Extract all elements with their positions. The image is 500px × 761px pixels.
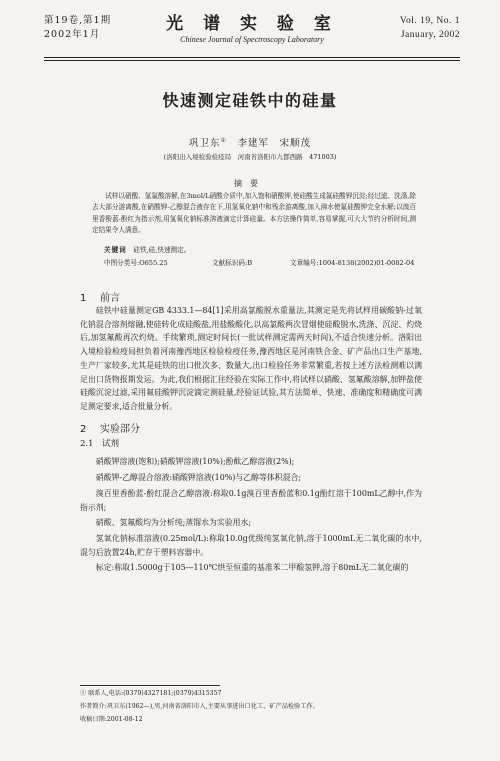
header-rule-thin [44,60,460,61]
section-number: 2 [80,424,87,435]
reagent-item: 氢氧化钠标准溶液(0.25mol/L):称取10.0g优级纯氢氧化钠,溶于1000mL无二氧化碳的水中,混匀后放置24h,贮存于塑料容器中。 [80,534,422,557]
section-heading [80,289,120,304]
issue-date-en: January, 2002 [400,30,460,40]
author-footnote-mark: ① [220,136,227,144]
abstract-heading: 摘要 [234,179,266,188]
section-heading [80,420,140,435]
journal-title-en: Chinese Journal of Spectroscopy Laboratory [180,35,324,44]
reagent-item: 硝酸钾溶液(饱和);硝酸钾溶液(10%);酚酞乙醇溶液(2%); [95,457,295,466]
keywords-label: 关键词 [104,246,127,254]
volume-issue-en: Vol. 19, No. 1 [399,16,460,26]
footnote-rule [80,685,220,686]
keywords: 硅铁,硅,快速测定。 [133,246,191,254]
footnote-bio: 作者简介:巩卫东(1962—),男,河南省洛阳市人,主要从事进出口化工、矿产品检验工作。 [80,703,319,710]
section-title: 实验部分 [100,424,140,435]
issue-date: 2002年1月 [44,29,101,40]
affiliation: (洛阳出入境检验检疫局 河南省洛阳市九都西路 471003) [163,153,337,161]
clc-number: 中图分类号:O655.25 [104,259,168,267]
footnote-received: 收稿日期:2001-08-12 [80,716,143,723]
intro-paragraph: 硅铁中硅量测定GB 4333.1—84[1]采用高氯酸脱水重量法,其测定是先将试样用碳酸钠-过氧化钠混合溶剂熔融,使硅转化成硅酸盐,用盐酸酸化,以高氯酸两次冒烟使硅酸脱水,洗涤、沉淀、灼烧后,加氢氟酸再次灼烧。手续繁琐,测定时间长(一批试样测定需两天时间),不适合快速分析。洛阳出入境检验检疫局担负着河南豫西地区检验检疫任务,豫西地区是河南铁合金、矿产品出口生产基地,生产厂家较多,尤其是硅铁的出口批次多、数量大,出口检验任务非常繁重,若按上述方法检测难以满足出口货物报期发运。为此,我们根据汇往经验在实际工作中,将试样以硝酸、氢氟酸溶解,加钾盐使硅酸沉淀过滤,采用氟硅酸钾沉淀滴定测硅量,经验证试验,其方法简单、快速、准确度和精确度可满足测定要求,适合批量分析。 [80,306,422,411]
volume-issue: 第19卷,第1期 [44,15,112,26]
issue-info-en [400,14,460,42]
footnote-contact: ① 联系人,电话:(0379)4327181;(0379)4315357 [80,690,222,697]
running-header [44,14,460,54]
keywords-line [104,244,190,254]
reagent-item: 硝酸、氢氟酸均为分析纯;蒸馏水为实验用水; [95,518,252,527]
reagent-item: 硝酸钾-乙醇混合溶液:硝酸钾溶液(10%)与乙醇等体积混合; [95,473,302,482]
journal-title-cn: 光 谱 实 验 室 [166,14,338,34]
article-title: 快速测定硅铁中的硅量 [162,91,338,110]
abstract-text: 试样以硝酸、氢氟酸溶解,在3mol/L硝酸介质中,加入饱和硝酸钾,使硅酸生成氟硅酸钾沉淀;经过滤、洗涤,除去大部分游离酸,在硝酸钾-乙醇混合液存在下,用氢氧化钠中和残余游离酸,加入沸水使氟硅酸钾完全水解;以溴百里香酚蓝-酚红为指示剂,用氢氧化钠标准溶液滴定计算硅量。本方法操作简单,容易掌握,可大大节约分析时间,测定结果令人满意。 [92,192,416,235]
header-rule-thick [44,57,460,58]
author-line [0,135,500,149]
coauthors: 李建军 宋顺茂 [237,138,311,149]
reagent-item: 标定:称取1.5000g于105—110℃烘至恒重的基准苯二甲酸氢钾,溶于80mL无二氧化碳的 [95,563,409,572]
section-title: 前言 [100,293,120,304]
first-author: 巩卫东 [189,138,221,149]
reagent-item: 溴百里香酚蓝-酚红混合乙醇溶液:称取0.1g溴百里香酚蓝和0.1g酚红溶于100mL乙醇中,作为指示剂; [80,489,422,512]
journal-masthead [44,14,460,46]
subsection-heading: 2.1 试剂 [80,439,120,449]
document-code: 文献标识码:B [212,259,253,267]
section-number: 1 [80,293,87,304]
article-number: 文章编号:1004-8138(2002)01-0082-04 [290,259,415,267]
